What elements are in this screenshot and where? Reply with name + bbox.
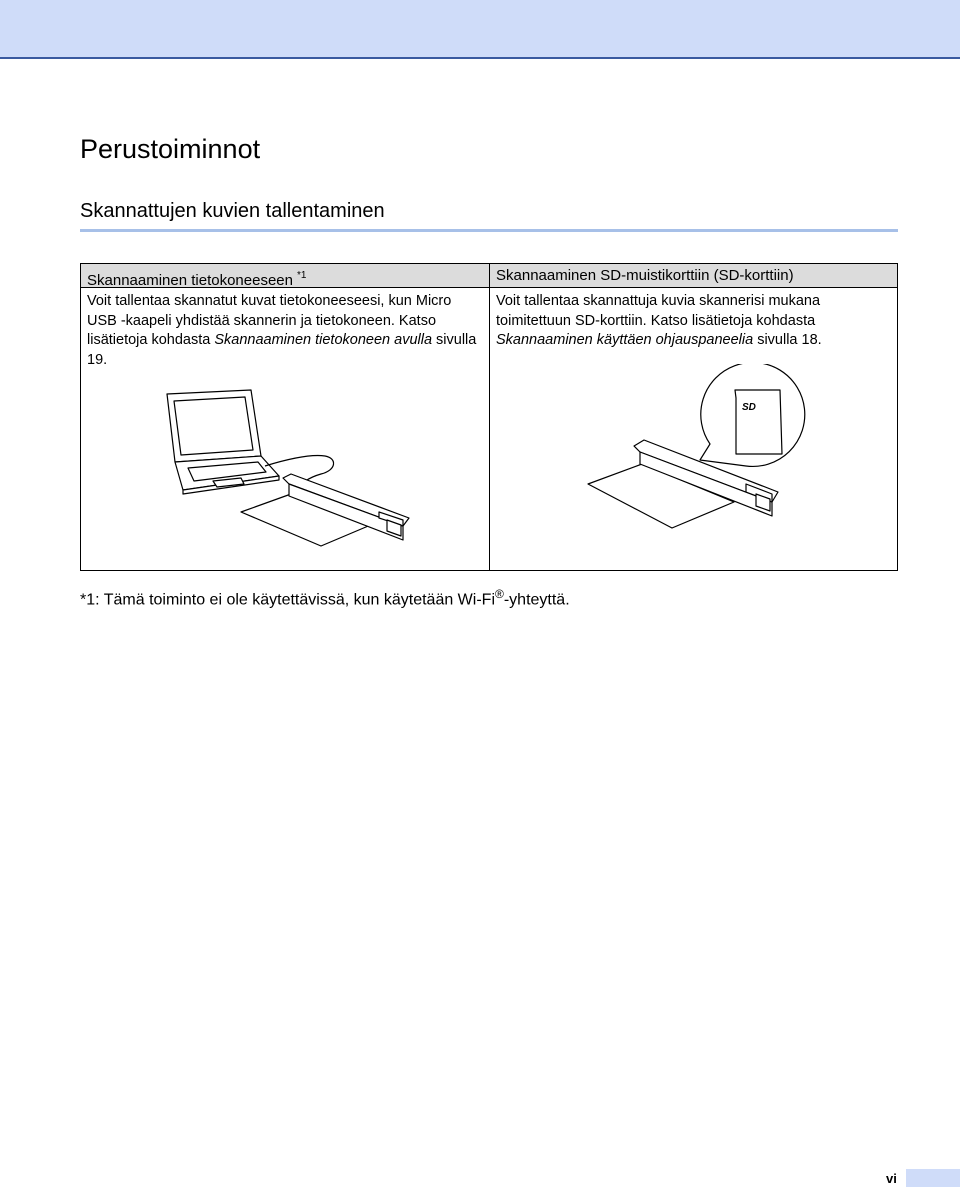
sd-reference-link[interactable]: Skannaaminen käyttäen ohjauspaneelia (496, 332, 754, 348)
footnote (80, 587, 570, 609)
page-number: vi (886, 1171, 897, 1186)
scan-destination-table (80, 263, 898, 571)
computer-heading-text: Skannaaminen tietokoneeseen (87, 272, 293, 289)
computer-reference-link[interactable]: Skannaaminen tietokoneen avulla (214, 332, 433, 348)
computer-column-heading (81, 264, 489, 288)
section-title: Skannattujen kuvien tallentaminen (80, 200, 385, 222)
sd-text-after: sivulla 18. (753, 332, 822, 348)
registered-mark: ® (495, 587, 504, 601)
chapter-title: Perustoiminnot (80, 134, 261, 164)
laptop-scanner-illustration (141, 384, 441, 554)
computer-column (81, 264, 490, 570)
computer-text-after: sivulla 19. (87, 332, 477, 368)
footnote-marker: *1 (297, 270, 307, 281)
svg-text:SD: SD (742, 402, 756, 413)
page-tab (906, 1169, 960, 1187)
footnote-text-before: *1: Tämä toiminto ei ole käytettävissä, kun käytetään Wi-Fi (80, 591, 495, 609)
computer-column-text (81, 288, 489, 370)
computer-text-before: Voit tallentaa skannatut kuvat tietokoneeseesi, kun Micro USB -kaapeli yhdistää skannerin ja tietokoneen. Katso lisätietoja kohdasta (87, 293, 452, 348)
sd-text-before: Voit tallentaa skannattuja kuvia skannerisi mukana toimitettuun SD-korttiin. Katso lisätietoja kohdasta (496, 293, 821, 329)
section-divider (80, 229, 898, 232)
sd-card-column (490, 264, 897, 570)
sd-card-column-heading: Skannaaminen SD-muistikorttiin (SD-korttiin) (490, 264, 897, 288)
sd-card-column-text (490, 288, 897, 351)
footnote-text-after: -yhteyttä. (503, 591, 570, 609)
sd-card-scanner-illustration (550, 364, 860, 554)
header-band (0, 0, 960, 59)
